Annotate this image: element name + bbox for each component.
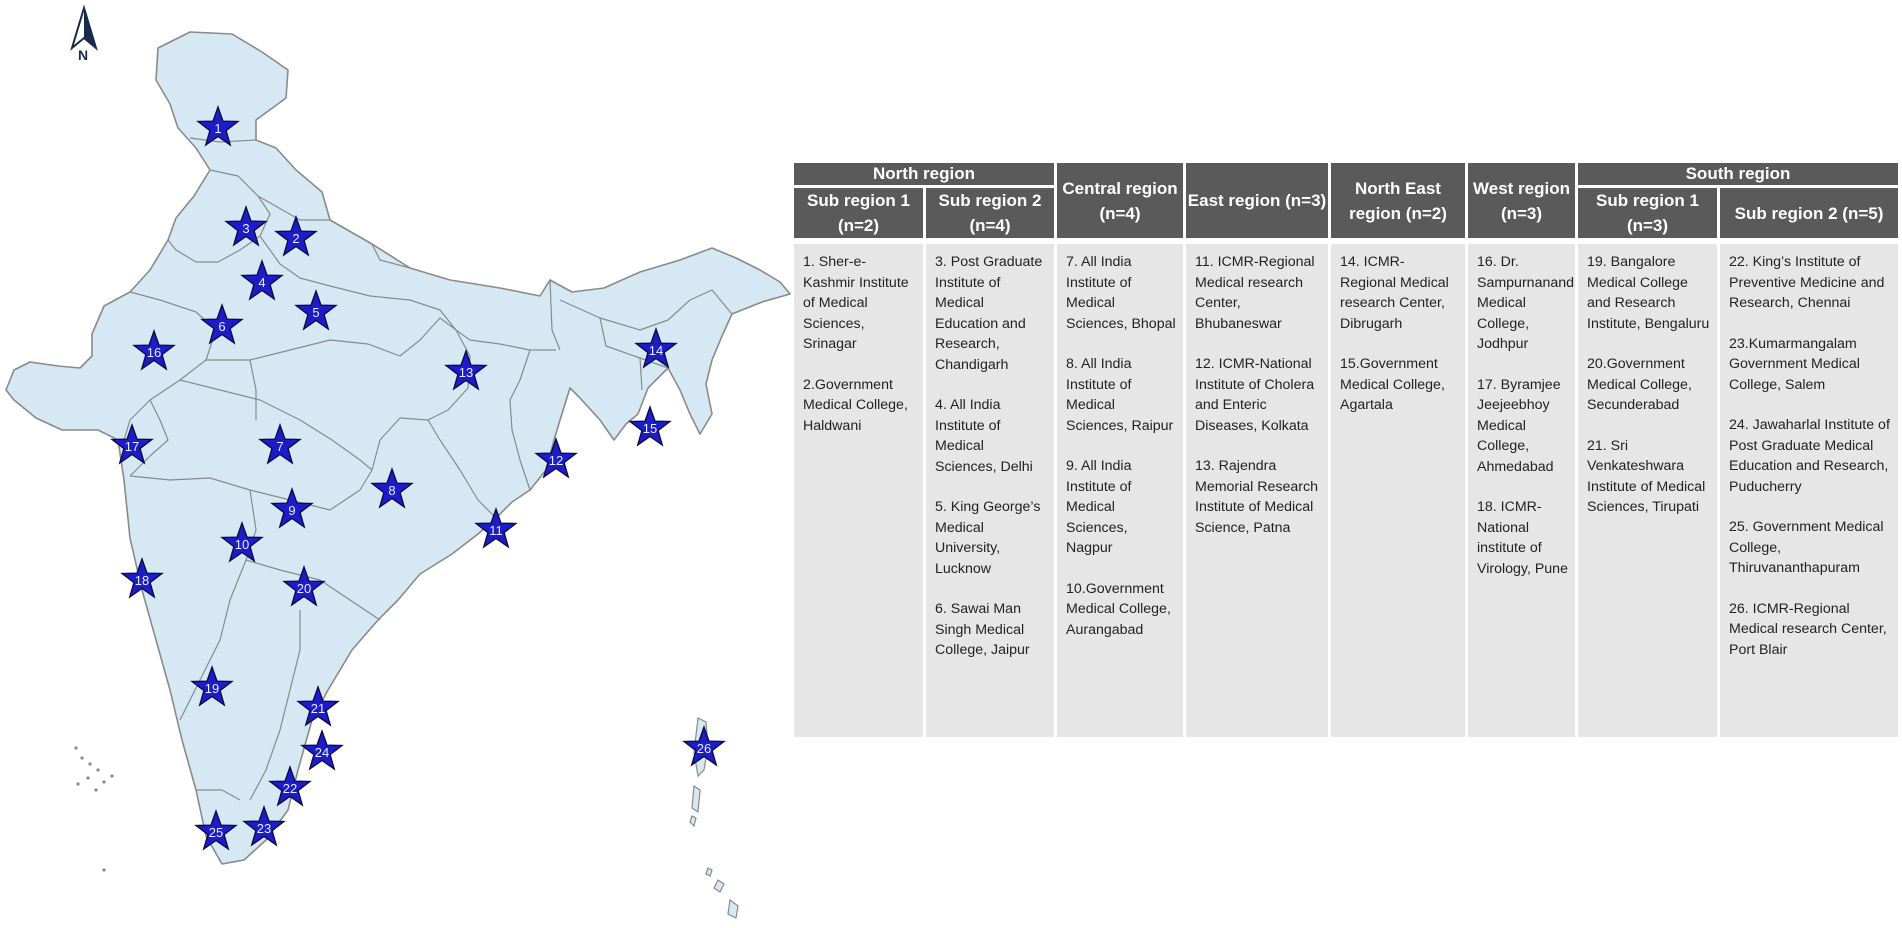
institute-entry: 18. ICMR-National institute of Virology, Pune	[1477, 499, 1568, 577]
region-column-2	[926, 238, 1057, 737]
marker-number: 8	[388, 483, 396, 498]
marker-number: 3	[242, 221, 250, 236]
header-central-region: Central region (n=4)	[1057, 163, 1186, 238]
institute-list-row	[794, 238, 1898, 737]
region-column-7	[1578, 238, 1720, 737]
institute-entry: 9. All India Institute of Medical Sciences, Nagpur	[1066, 458, 1132, 556]
north-arrow-icon	[72, 8, 96, 63]
marker-number: 12	[548, 453, 564, 468]
marker-number: 7	[276, 439, 284, 454]
lakshadweep-islands	[74, 746, 113, 871]
institute-entry: 10.Government Medical College, Aurangabad	[1066, 580, 1171, 638]
marker-number: 5	[312, 305, 320, 320]
marker-number: 13	[458, 365, 474, 380]
institute-entry: 20.Government Medical College, Secunderabad	[1587, 356, 1692, 413]
institute-entry: 25. Government Medical College, Thiruvananthapuram	[1729, 519, 1884, 576]
marker-number: 19	[204, 681, 220, 696]
marker-number: 17	[124, 439, 140, 454]
region-column-8	[1720, 238, 1898, 737]
header-north-region: North region	[794, 163, 1057, 188]
marker-number: 11	[489, 523, 503, 538]
marker-number: 25	[208, 825, 224, 840]
institute-entry: 8. All India Institute of Medical Sciences, Raipur	[1066, 356, 1174, 434]
marker-number: 1	[214, 121, 222, 136]
institute-entry: 15.Government Medical College, Agartala	[1340, 356, 1445, 413]
marker-number: 18	[134, 573, 150, 588]
institute-entry: 6. Sawai Man Singh Medical College, Jaipur	[935, 601, 1030, 658]
north-arrow-label: N	[78, 47, 89, 63]
marker-number: 4	[258, 275, 266, 290]
marker-number: 24	[314, 745, 330, 760]
marker-number: 21	[310, 701, 326, 716]
marker-number: 20	[296, 581, 312, 596]
institute-entry: 13. Rajendra Memorial Research Institute of Medical Science, Patna	[1195, 458, 1318, 536]
institute-entry: 5. King George’s Medical University, Lucknow	[935, 499, 1041, 577]
institute-entry: 12. ICMR-National Institute of Cholera and Enteric Diseases, Kolkata	[1195, 356, 1315, 434]
marker-number: 23	[256, 821, 272, 836]
institute-entry: 4. All India Institute of Medical Sciences, Delhi	[935, 397, 1033, 475]
institute-entry: 14. ICMR-Regional Medical research Center, Dibrugarh	[1340, 254, 1449, 332]
marker-number: 15	[642, 421, 658, 436]
marker-number: 9	[288, 503, 296, 518]
institute-entry: 16. Dr. Sampurnanand Medical College, Jodhpur	[1477, 254, 1575, 352]
institute-table	[794, 163, 1898, 737]
marker-number: 22	[282, 781, 298, 796]
header-south-sub-region-2: Sub region 2 (n=5)	[1720, 188, 1898, 238]
institute-entry: 26. ICMR-Regional Medical research Center, Port Blair	[1729, 600, 1887, 658]
institute-entry: 11. ICMR-Regional Medical research Center, Bhubaneswar	[1195, 254, 1315, 332]
institute-entry: 7. All India Institute of Medical Sciences, Bhopal	[1066, 254, 1176, 332]
institute-entry: 17. Byramjee Jeejeebhoy Medical College, Ahmedabad	[1477, 376, 1561, 475]
institute-entry: 19. Bangalore Medical College and Research Institute, Bengaluru	[1587, 254, 1710, 332]
region-column-4	[1186, 238, 1331, 737]
region-column-6	[1468, 238, 1578, 737]
header-east-region: East region (n=3)	[1186, 163, 1331, 238]
region-column-5	[1331, 238, 1468, 737]
marker-number: 6	[218, 319, 226, 334]
header-north-sub-region-2: Sub region 2 (n=4)	[926, 188, 1057, 238]
marker-number: 2	[292, 231, 300, 246]
header-west-region: West region (n=3)	[1468, 163, 1578, 238]
institute-entry: 1. Sher-e-Kashmir Institute of Medical Sciences, Srinagar	[803, 254, 909, 352]
marker-number: 16	[146, 345, 162, 360]
header-south-sub-region-1: Sub region 1 (n=3)	[1578, 188, 1720, 238]
institute-entry: 21. Sri Venkateshwara Institute of Medical Sciences, Tirupati	[1587, 437, 1706, 515]
institute-entry: 23.Kumarmangalam Government Medical College, Salem	[1729, 335, 1860, 393]
header-northeast-region: North East region (n=2)	[1331, 163, 1468, 238]
header-north-sub-region-1: Sub region 1 (n=2)	[794, 188, 926, 238]
marker-number: 10	[234, 537, 250, 552]
india-map	[0, 0, 800, 928]
marker-number: 14	[648, 343, 664, 358]
marker-number: 26	[696, 741, 712, 756]
institute-entry: 22. King’s Institute of Preventive Medicine and Research, Chennai	[1729, 254, 1885, 311]
institute-entry: 2.Government Medical College, Haldwani	[803, 376, 908, 434]
institute-entry: 24. Jawaharlal Institute of Post Graduate Medical Education and Research, Puducherry	[1729, 417, 1890, 495]
institute-entry: 3. Post Graduate Institute of Medical Education and Research, Chandigarh	[935, 254, 1043, 373]
region-column-1	[794, 238, 926, 737]
region-column-3	[1057, 238, 1186, 737]
header-south-region: South region	[1578, 163, 1898, 188]
